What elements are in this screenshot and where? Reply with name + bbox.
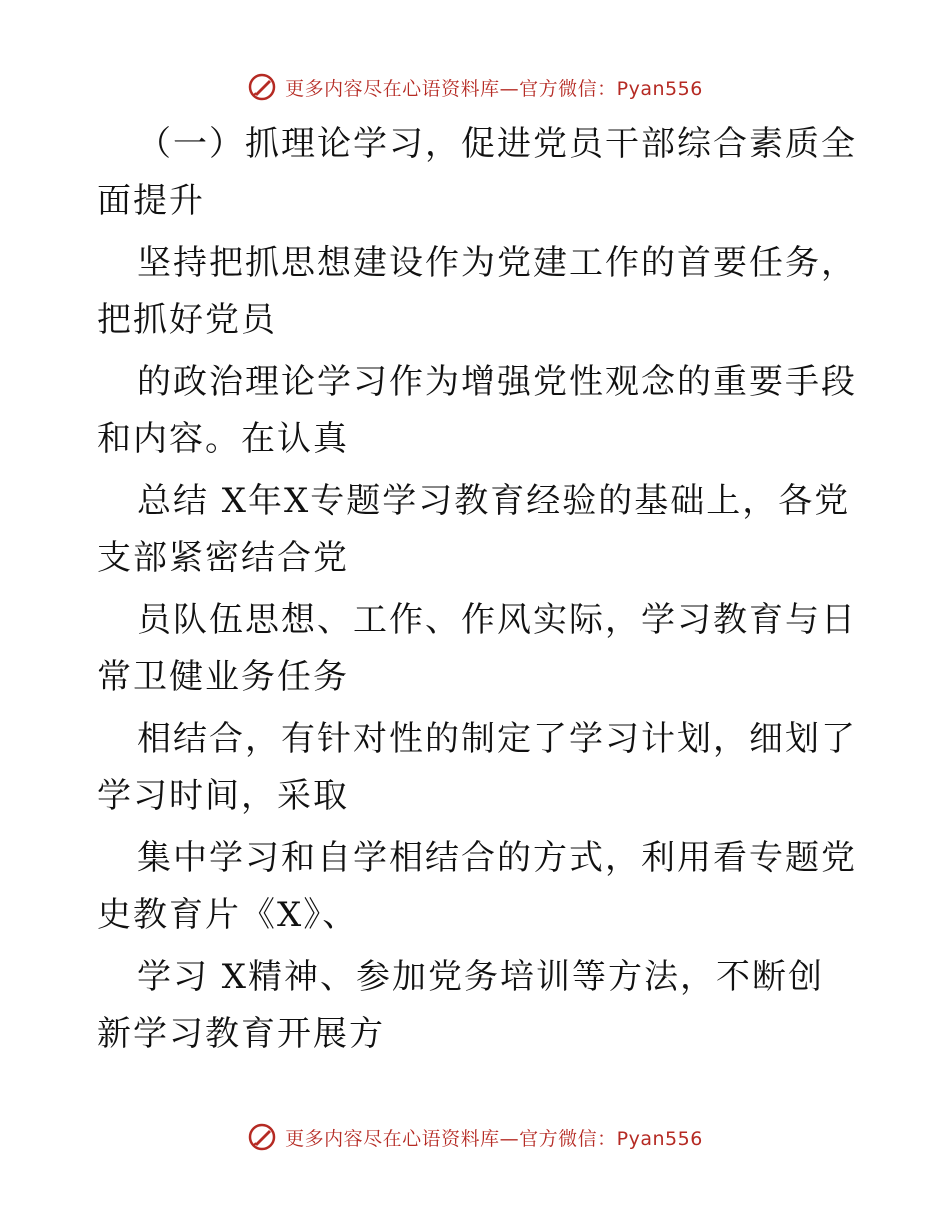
feather-pen-logo-icon [247,72,277,102]
footer-banner-text: 更多内容尽在心语资料库—官方微信：Pyan556 [285,1127,703,1150]
header-banner-text: 更多内容尽在心语资料库—官方微信：Pyan556 [285,77,703,100]
page-footer-banner [0,1122,950,1152]
section-heading: （一）抓理论学习，促进党员干部综合素质全面提升 [97,124,857,221]
document-body [97,116,857,1068]
paragraph: 相结合，有针对性的制定了学习计划，细划了学习时间，采取 [97,719,857,816]
paragraph: 员队伍思想、工作、作风实际，学习教育与日常卫健业务任务 [97,600,857,697]
paragraph: 的政治理论学习作为增强党性观念的重要手段和内容。在认真 [97,362,857,459]
feather-pen-logo-icon [247,1122,277,1152]
paragraph: 坚持把抓思想建设作为党建工作的首要任务，把抓好党员 [97,243,857,340]
paragraph: 总结 X年X专题学习教育经验的基础上，各党支部紧密结合党 [97,481,851,578]
page-header-banner [0,72,950,102]
paragraph: 学习 X精神、参加党务培训等方法，不断创新学习教育开展方 [97,957,825,1054]
paragraph: 集中学习和自学相结合的方式，利用看专题党史教育片《X》、 [97,838,857,935]
